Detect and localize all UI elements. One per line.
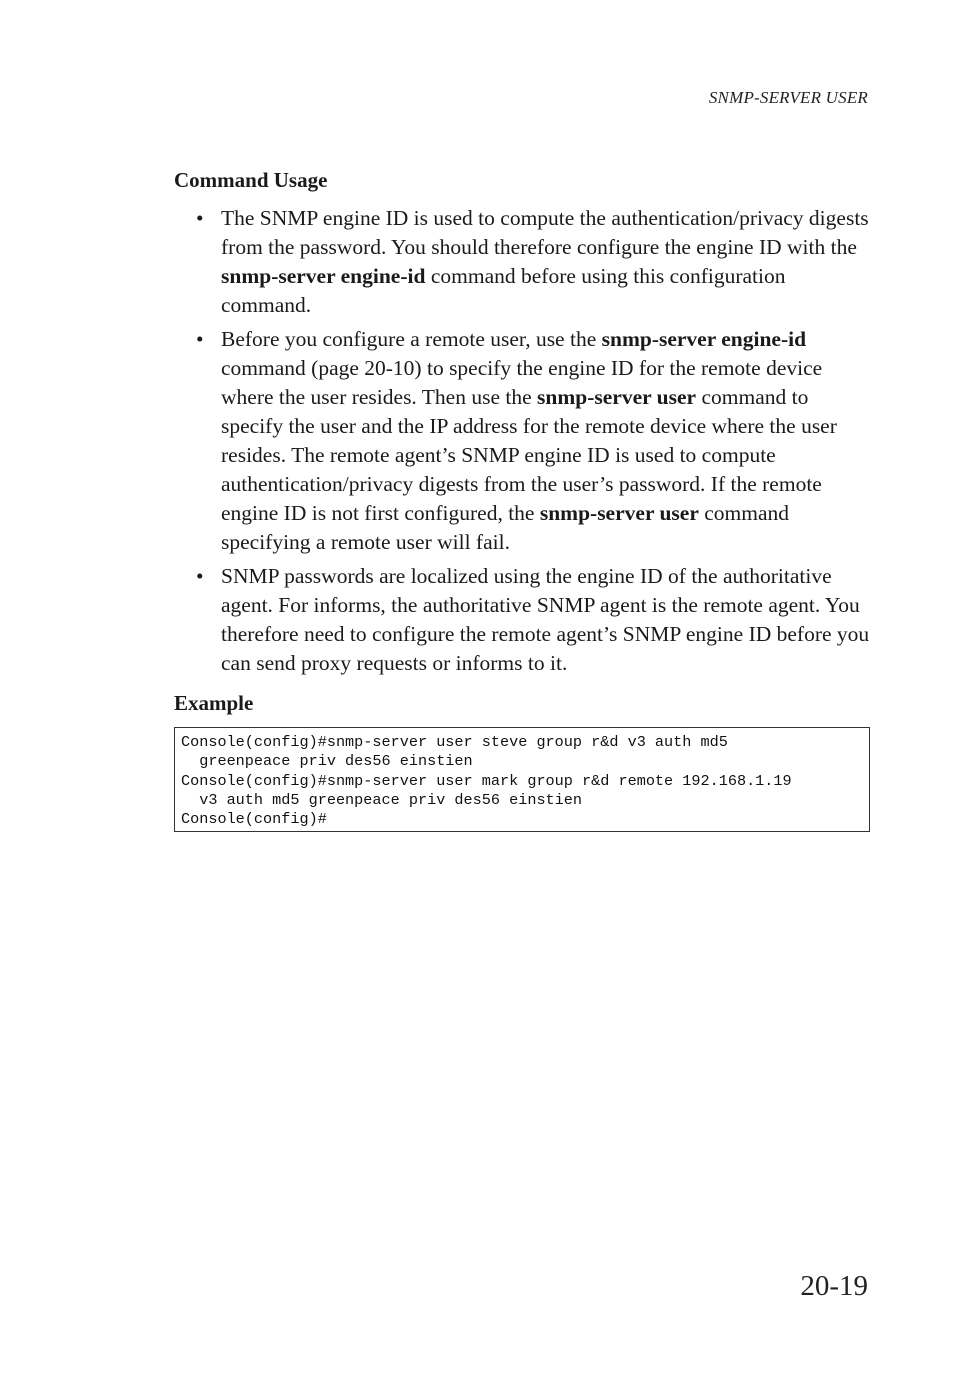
bullet-text [221, 327, 837, 554]
code-line: Console(config)#snmp-server user mark group r&d remote 192.168.1.19 [181, 771, 792, 790]
command-name: snmp-server engine-id [221, 264, 426, 288]
usage-bullet [174, 325, 874, 557]
text-run: command specifying a remote user will fail. [221, 501, 790, 554]
text-run: The SNMP engine ID is used to compute the authentication/privacy digests from the password. You should therefore configure the engine ID with the [221, 206, 869, 259]
bullet-dot-icon: • [196, 327, 204, 351]
usage-bullet [174, 562, 874, 678]
code-line: Console(config)#snmp-server user steve group r&d v3 auth md5 [181, 733, 728, 751]
running-header: SNMP-SERVER USER [708, 88, 868, 107]
code-line: v3 auth md5 greenpeace priv des56 einstien [181, 790, 583, 809]
code-example-box [174, 727, 870, 832]
page-number: 20-19 [800, 1270, 868, 1302]
command-name: snmp-server user [537, 385, 697, 409]
bullet-text [221, 206, 869, 317]
text-run: SNMP passwords are localized using the engine ID of the authoritative agent. For informs, the authoritative SNMP agent is the remote agent. You therefore need to configure the remote agent’s SNMP engine ID before you can send proxy requests or informs to it. [221, 564, 870, 675]
command-name: snmp-server engine-id [601, 327, 807, 351]
bullet-dot-icon: • [196, 206, 204, 230]
example-heading: Example [174, 691, 254, 715]
code-line: greenpeace priv des56 einstien [181, 752, 473, 771]
text-run: command (page 20-10) to specify the engine ID for the remote device where the user resides. Then use the [221, 356, 823, 409]
bullet-text [221, 564, 869, 675]
code-line: Console(config)# [181, 810, 327, 829]
command-name: snmp-server user [539, 501, 699, 525]
text-run: command before using this configuration command. [221, 264, 786, 317]
command-usage-list [174, 204, 874, 683]
bullet-dot-icon: • [196, 564, 204, 588]
usage-bullet [174, 204, 874, 320]
text-run: command to specify the user and the IP address for the remote device where the user resides. The remote agent’s SNMP engine ID is used to compute authentication/privacy digests from the user’s password. If the remote engine ID is not first configured, the [221, 385, 837, 525]
command-usage-heading: Command Usage [174, 168, 328, 192]
text-run: Before you configure a remote user, use the [221, 327, 602, 351]
